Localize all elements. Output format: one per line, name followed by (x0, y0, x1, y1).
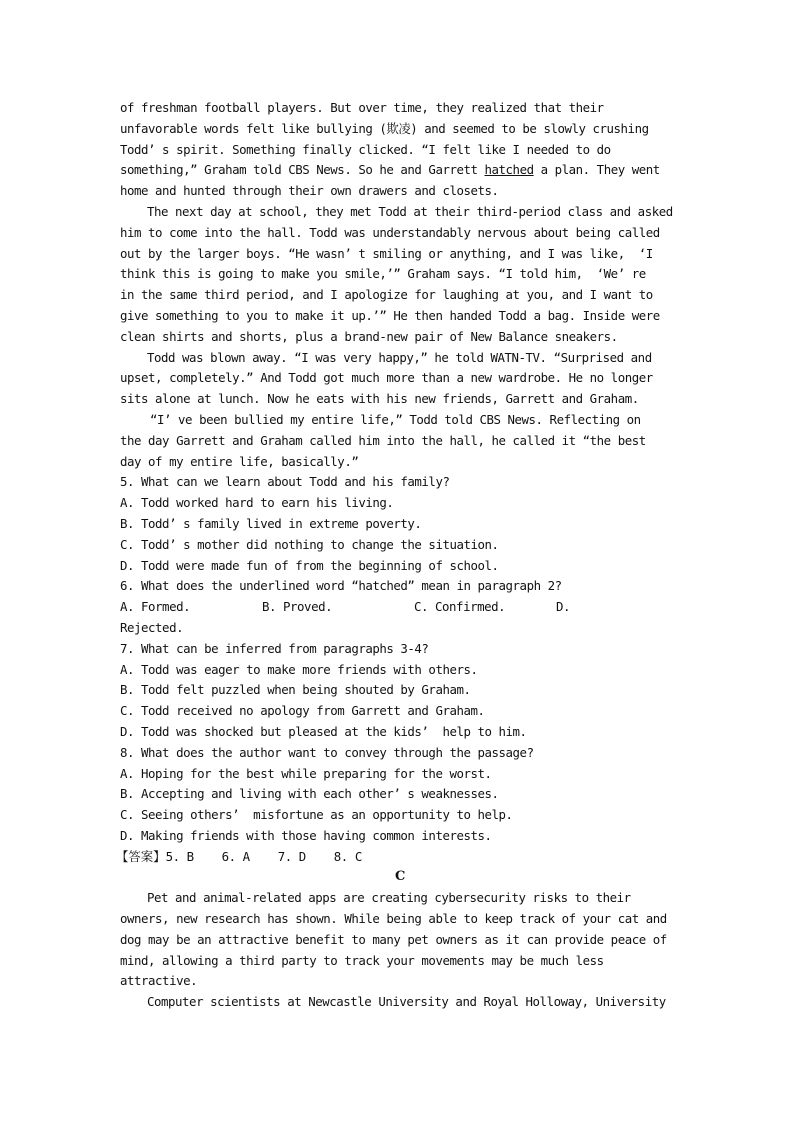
option-d: D. Making friends with those having common interests. (120, 827, 492, 843)
text-line: give something to you to make it up.’” He then handed Todd a bag. Inside were (120, 307, 660, 323)
text-line: upset, completely.” And Todd got much more than a new wardrobe. He no longer (120, 370, 653, 386)
text-line: home and hunted through their own drawers and closets. (120, 183, 499, 199)
passage-c-paragraph-1 (120, 888, 680, 992)
answer-values: 5. B 6. A 7. D 8. C (165, 848, 362, 864)
text-line: attractive. (120, 973, 198, 989)
text-line: mind, allowing a third party to track your movements may be much less (120, 952, 604, 968)
text-line: out by the larger boys. “He wasn’ t smiling or anything, and I was like, ‘I (120, 245, 653, 261)
option-c: C. Confirmed. (414, 599, 506, 615)
underlined-word-hatched: hatched (484, 162, 534, 178)
option-c: C. Todd’ s mother did nothing to change the situation. (120, 536, 499, 552)
option-d: D. (556, 599, 571, 615)
text-line: clean shirts and shorts, plus a brand-new pair of New Balance sneakers. (120, 328, 618, 344)
question-stem: 8. What does the author want to convey through the passage? (120, 744, 534, 760)
text-line: the day Garrett and Graham called him into the hall, he called it “the best (120, 432, 646, 448)
passage-b-paragraph-3 (120, 348, 680, 410)
question-stem: 7. What can be inferred from paragraphs 3-4? (120, 640, 429, 656)
option-d-continued: Rejected. (120, 619, 184, 635)
passage-b-paragraph-2 (120, 202, 680, 348)
option-a: A. Formed. (120, 599, 191, 615)
question-stem: 5. What can we learn about Todd and his family? (120, 474, 450, 490)
text-line: “I’ ve been bullied my entire life,” Todd told CBS News. Reflecting on (150, 411, 641, 427)
passage-b-paragraph-1 (120, 98, 680, 202)
text-line: dog may be an attractive benefit to many pet owners as it can provide peace of (120, 931, 667, 947)
passage-b-paragraph-4 (120, 410, 680, 472)
text-line: think this is going to make you smile,’” Graham says. “I told him, ‘We’ re (120, 266, 646, 282)
text-line: him to come into the hall. Todd was understandably nervous about being called (120, 224, 660, 240)
text-line (120, 160, 680, 181)
text-segment: something,” Graham told CBS News. So he and Garrett (120, 162, 485, 178)
answer-label: 【答案】 (116, 848, 166, 864)
passage-c-paragraph-2 (120, 992, 680, 1013)
section-heading-c: C (395, 869, 405, 885)
option-d: D. Todd was shocked but pleased at the kids’ help to him. (120, 723, 527, 739)
text-line: of freshman football players. But over time, they realized that their (120, 100, 604, 115)
option-b: B. Todd felt puzzled when being shouted by Graham. (120, 682, 471, 698)
text-line: Todd was blown away. “I was very happy,” he told WATN-TV. “Surprised and (147, 349, 652, 365)
text-segment: a plan. They went (533, 162, 660, 178)
text-line: day of my entire life, basically.” (120, 453, 359, 469)
option-a: A. Todd worked hard to earn his living. (120, 495, 394, 511)
text-line: Todd’ s spirit. Something finally clicked. “I felt like I needed to do (120, 141, 611, 157)
option-c: C. Seeing others’ misfortune as an opportunity to help. (120, 807, 513, 823)
question-6 (120, 576, 680, 638)
option-d: D. Todd were made fun of from the beginning of school. (120, 557, 499, 573)
option-b: B. Todd’ s family lived in extreme poverty. (120, 515, 422, 531)
options-row (120, 597, 680, 618)
option-a: A. Hoping for the best while preparing for the worst. (120, 765, 492, 781)
option-a: A. Todd was eager to make more friends with others. (120, 661, 478, 677)
option-b: B. Proved. (262, 599, 333, 615)
text-line: The next day at school, they met Todd at their third-period class and asked (147, 203, 673, 219)
question-7 (120, 639, 680, 743)
question-8 (120, 743, 680, 847)
text-line: Computer scientists at Newcastle University and Royal Holloway, University (147, 994, 666, 1010)
option-b: B. Accepting and living with each other’ s weaknesses. (120, 786, 499, 802)
text-line: in the same third period, and I apologize for laughing at you, and I want to (120, 287, 653, 303)
answer-key (116, 847, 680, 868)
question-5 (120, 472, 680, 576)
document-page (116, 98, 680, 1013)
option-c: C. Todd received no apology from Garrett and Graham. (120, 703, 485, 719)
question-stem: 6. What does the underlined word “hatched” mean in paragraph 2? (120, 578, 562, 594)
text-line: Pet and animal-related apps are creating cybersecurity risks to their (147, 890, 631, 906)
text-line: owners, new research has shown. While being able to keep track of your cat and (120, 911, 667, 927)
text-line: sits alone at lunch. Now he eats with his new friends, Garrett and Graham. (120, 391, 639, 407)
text-line: unfavorable words felt like bullying (欺凌) and seemed to be slowly crushing (120, 120, 649, 136)
